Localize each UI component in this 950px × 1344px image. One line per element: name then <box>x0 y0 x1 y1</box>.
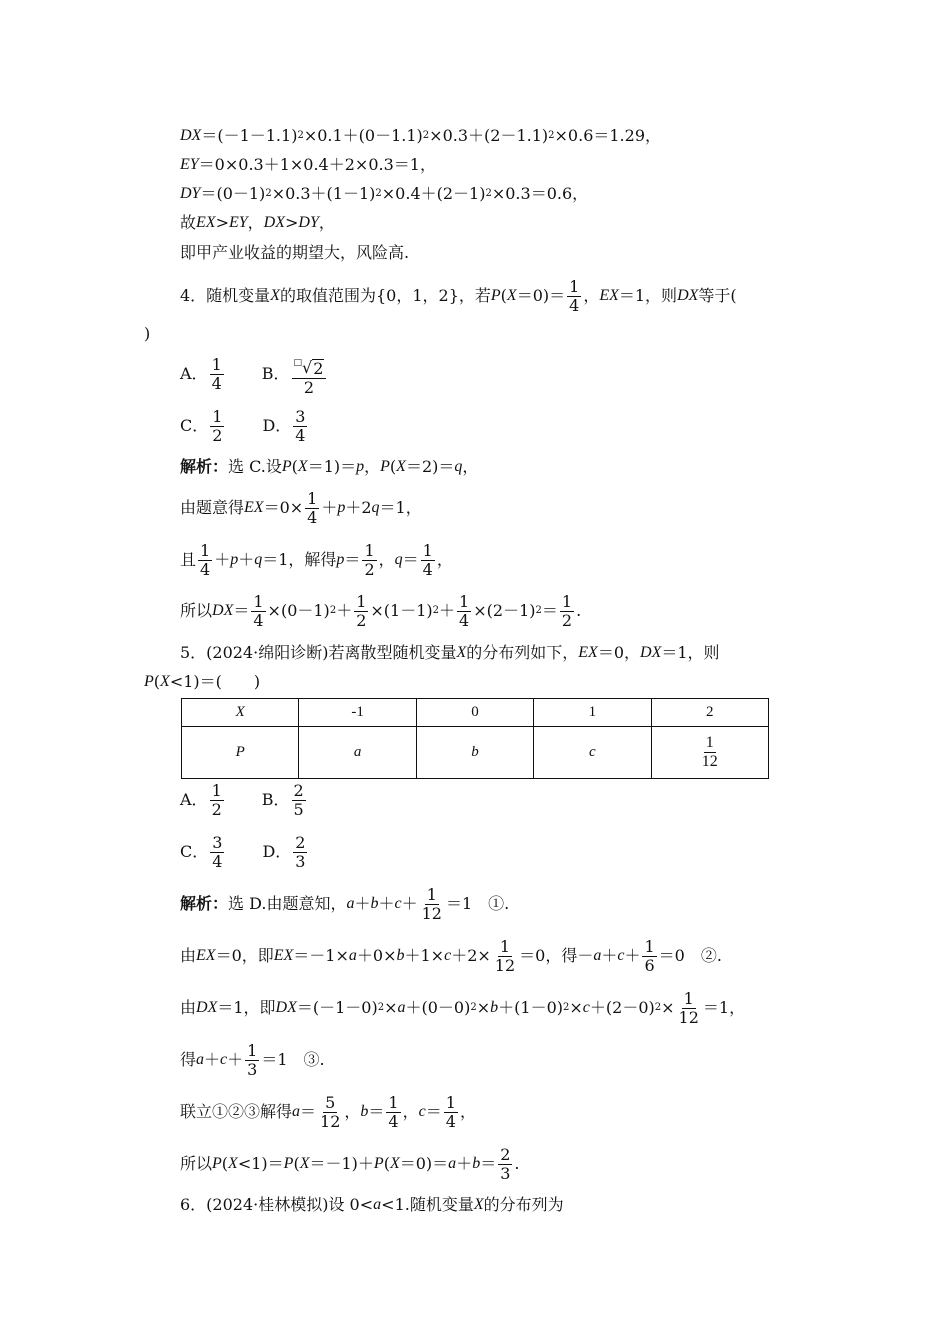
sol4-line3: 且 $\frac{1}{4}$ ＋ p ＋ q ＝1，解得 p ＝ $\frac{1}{2}$ ， q ＝ $\frac{1}{4}$ ， <box>180 540 453 579</box>
option-a-label: A． <box>180 364 208 383</box>
fraction: $\frac{1}{12}$ <box>701 734 718 770</box>
dy-line: DY ＝(0－1) 2 ×0.3＋(1－1) 2 ×0.4＋(2－1) 2 ×0.3＝0.6， <box>180 184 589 203</box>
fraction: $\frac{1}{6}$ <box>644 936 655 975</box>
table-row: X -1 0 1 2 <box>182 699 769 727</box>
q5-stem: 5．(2024·绵阳诊断)若离散型随机变量 X 的分布列如下， EX ＝0， DX ＝1，则 <box>180 643 720 662</box>
sol5-line3: 由 DX ＝1，即 DX ＝(－1－0) 2 × a ＋(0－0) 2 × b ＋(1－0) 2 × c ＋(2－0) 2 × $\frac{1}{12}$ ＝1， <box>180 988 746 1027</box>
option-d-label: D． <box>262 842 292 861</box>
conclusion-line: 即甲产业收益的期望大，风险高. <box>180 243 410 262</box>
distribution-table <box>181 698 769 779</box>
option-d-value: $\frac{2}{3}$ <box>295 832 306 871</box>
fraction: $\frac{1}{3}$ <box>247 1040 258 1079</box>
fraction: $\frac{1}{12}$ <box>421 884 442 923</box>
sol5-line5: 联立①②③解得 a ＝ $\frac{5}{12}$ ， b ＝ $\frac{1}{4}$ ， c ＝ $\frac{1}{4}$ ， <box>180 1092 476 1131</box>
option-b-value: □ √ 2 2 <box>292 351 327 397</box>
q4-stem: 4．随机变量 X 的取值范围为{0，1，2}，若 P ( X ＝0)＝ $\frac{1}{4}$ ， EX ＝1，则 DX 等于( <box>180 276 737 315</box>
option-b-label: B． <box>261 364 290 383</box>
q4-options-ab <box>180 353 328 395</box>
fraction: $\frac{2}{3}$ <box>500 1144 511 1183</box>
option-d-label: D． <box>262 416 292 435</box>
option-d-value: $\frac{3}{4}$ <box>295 406 306 445</box>
fraction: $\frac{1}{4}$ <box>569 276 580 315</box>
fraction: $\frac{1}{2}$ <box>561 591 573 630</box>
option-a-value: $\frac{1}{4}$ <box>211 354 222 393</box>
q4-stem-close: ) <box>144 324 151 343</box>
fraction: $\frac{1}{4}$ <box>422 540 433 579</box>
q5-options-cd <box>180 831 309 873</box>
fraction: $\frac{1}{12}$ <box>494 936 516 975</box>
option-c-label: C． <box>180 416 209 435</box>
ey-line: EY ＝0×0.3＋1×0.4＋2×0.3＝1， <box>180 155 436 174</box>
option-b-label: B． <box>261 790 290 809</box>
q4-options-cd <box>180 405 309 447</box>
option-a-label: A． <box>180 790 208 809</box>
fraction: $\frac{1}{4}$ <box>445 1092 456 1131</box>
sol5-line2: 由 EX ＝0，即 EX ＝－1× a ＋0× b ＋1× c ＋2× $\frac{1}{12}$ ＝0，得－ a ＋ c ＋ $\frac{1}{6}$ ＝0 ②. <box>180 936 722 975</box>
dx-line: DX ＝(－1－1.1) 2 ×0.1＋(0－1.1) 2 ×0.3＋(2－1.1) 2 ×0.6＝1.29， <box>180 126 661 145</box>
fraction: $\frac{1}{4}$ <box>388 1092 399 1131</box>
fraction: $\frac{1}{4}$ <box>200 540 211 579</box>
option-c-value: $\frac{1}{2}$ <box>212 406 223 445</box>
sol4-line4: 所以 DX ＝ $\frac{1}{4}$ ×(0－1) 2 ＋ $\frac{1}{2}$ ×(1－1) 2 ＋ $\frac{1}{4}$ ×(2－1) 2 ＝ $\frac{1}{2}$ . <box>180 591 582 630</box>
sol5-line6: 所以 P ( X <1)＝ P ( X ＝－1)＋ P ( X ＝0)＝ a ＋ b ＝ $\frac{2}{3}$ . <box>180 1144 520 1183</box>
option-a-value: $\frac{1}{2}$ <box>211 780 222 819</box>
option-c-value: $\frac{3}{4}$ <box>212 832 223 871</box>
sol5-line4: 得 a ＋ c ＋ $\frac{1}{3}$ ＝1 ③. <box>180 1040 325 1079</box>
option-c-label: C． <box>180 842 209 861</box>
sol4-line1: 解析： 选 C.设 P ( X ＝1)＝ p ， P ( X ＝2)＝ q ， <box>180 457 479 476</box>
table-row: P a b c $\frac{1}{12}$ <box>182 727 769 779</box>
q5-options-ab <box>180 779 308 821</box>
fraction: $\frac{1}{4}$ <box>253 591 264 630</box>
fraction: $\frac{1}{4}$ <box>307 488 318 527</box>
fraction: $\frac{1}{2}$ <box>364 540 375 579</box>
radical-icon: □ √ 2 <box>293 358 324 378</box>
q5-stem-2: P ( X <1)＝( ) <box>144 672 261 691</box>
option-b-value: $\frac{2}{5}$ <box>293 780 304 819</box>
comparison-line: 故 EX > EY ， DX > DY ， <box>180 213 335 232</box>
q6-stem: 6．(2024·桂林模拟)设 0< a <1.随机变量 X 的分布列为 <box>180 1195 564 1214</box>
fraction: $\frac{5}{12}$ <box>320 1092 341 1131</box>
fraction: $\frac{1}{4}$ <box>459 591 470 630</box>
fraction: $\frac{1}{2}$ <box>356 591 367 630</box>
fraction: $\frac{1}{12}$ <box>678 988 699 1027</box>
sol4-line2: 由题意得 EX ＝0× $\frac{1}{4}$ ＋ p ＋2 q ＝1， <box>180 488 422 527</box>
sol5-line1: 解析： 选 D.由题意知， a ＋ b ＋ c ＋ $\frac{1}{12}$ ＝1 ①. <box>180 884 510 923</box>
